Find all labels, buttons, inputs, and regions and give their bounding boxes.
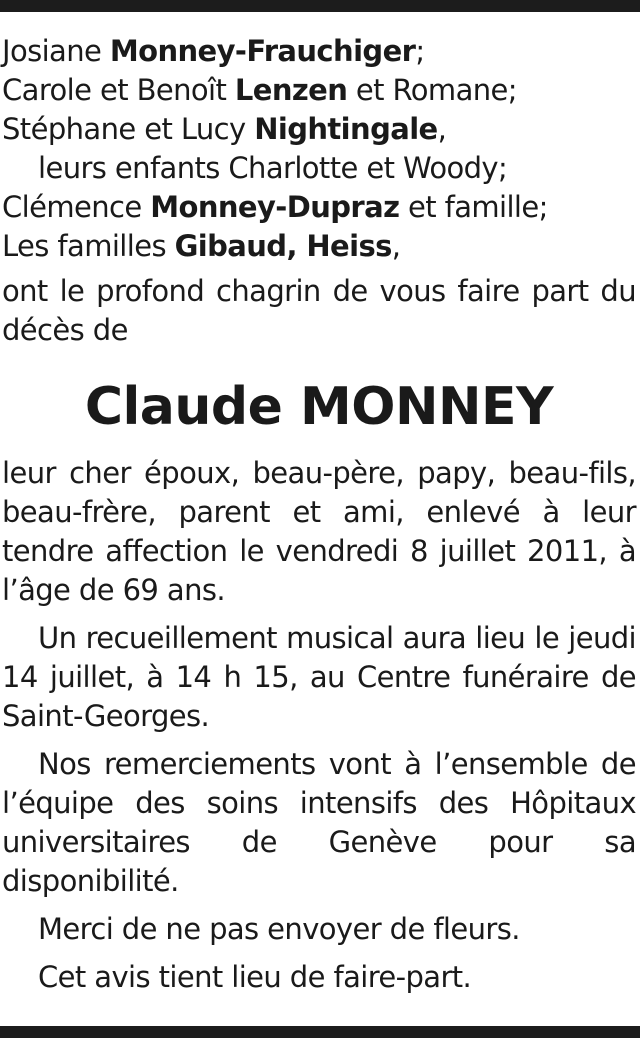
paragraph: Merci de ne pas envoyer de fleurs.	[38, 912, 520, 946]
paragraph: Cet avis tient lieu de faire-part.	[38, 960, 472, 994]
family-surname: Gibaud, Heiss	[174, 229, 392, 263]
family-text: leurs enfants Charlotte et Woody;	[38, 151, 508, 185]
family-line	[2, 149, 636, 188]
family-line	[2, 32, 636, 71]
family-line	[2, 110, 636, 149]
family-text: et Romane;	[347, 73, 517, 107]
intro-text: ont le profond chagrin de vous faire part du décès de	[2, 274, 636, 347]
paragraph: Nos remerciements vont à l’ensemble de l’équipe des soins intensifs des Hôpitaux universitaires de Genève pour sa disponibilité.	[2, 747, 636, 898]
family-surname: Lenzen	[234, 73, 348, 107]
family-text: et famille;	[399, 190, 548, 224]
obituary-notice	[2, 32, 636, 997]
paragraph: leur cher époux, beau-père, papy, beau-fils, beau-frère, parent et ami, enlevé à leur tendre affection le vendredi 8 juillet 2011, à l’âge de 69 ans.	[2, 456, 636, 607]
family-text: Carole et Benoît	[2, 73, 235, 107]
family-text: ,	[391, 229, 401, 263]
paragraph: Un recueillement musical aura lieu le jeudi 14 juillet, à 14 h 15, au Centre funéraire de Saint-Georges.	[2, 621, 636, 733]
family-line	[2, 71, 636, 110]
family-text: Clémence	[2, 190, 151, 224]
family-surname: Monney-Frauchiger	[109, 34, 416, 68]
family-text: Josiane	[2, 34, 110, 68]
family-surname: Nightingale	[254, 112, 438, 146]
family-text: ,	[437, 112, 447, 146]
family-text: Les familles	[2, 229, 175, 263]
deceased-name: Claude MONNEY	[84, 377, 554, 437]
family-surname: Monney-Dupraz	[150, 190, 400, 224]
family-text: Stéphane et Lucy	[2, 112, 255, 146]
top-border-rule	[0, 0, 640, 12]
family-line	[2, 188, 636, 227]
bottom-border-rule	[0, 1026, 640, 1038]
family-line	[2, 227, 636, 266]
family-text: ;	[415, 34, 425, 68]
